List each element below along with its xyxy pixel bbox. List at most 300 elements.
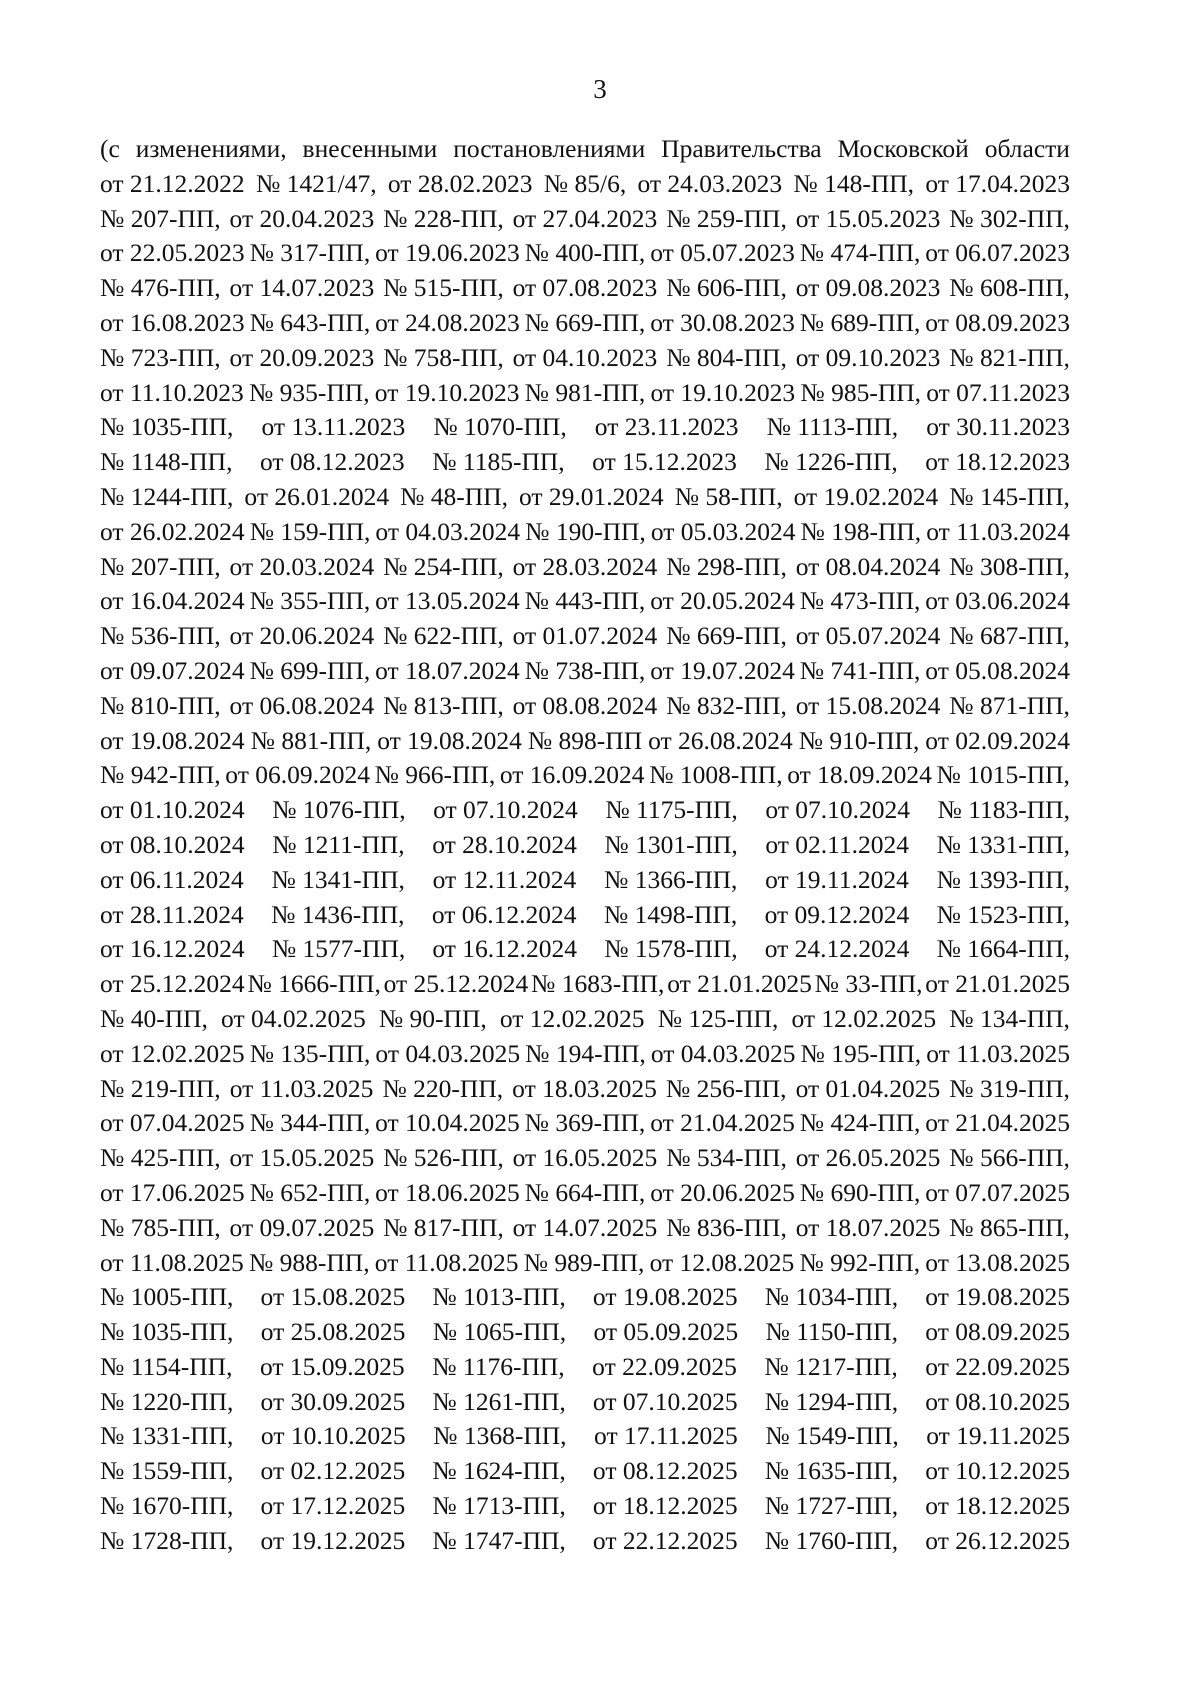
text-token: от 26.01.2024 (244, 481, 390, 511)
text-token: № 865-ПП, (949, 1212, 1070, 1242)
text-token: № 1331-ПП, (936, 829, 1070, 859)
text-line (100, 1002, 1070, 1037)
text-token: от 22.09.2025 (592, 1351, 737, 1381)
text-token: от 18.07.2025 (795, 1212, 941, 1242)
text-token: № 1760-ПП, (764, 1525, 899, 1555)
text-token: № 425-ПП, (100, 1143, 221, 1173)
text-token: области (984, 134, 1070, 163)
text-token: от 08.10.2025 (925, 1386, 1070, 1416)
text-token: № 198-ПП, (800, 516, 922, 546)
text-token: Правительства (661, 134, 822, 163)
text-token: от 07.07.2025 (925, 1177, 1070, 1207)
text-token: № 1727-ПП, (764, 1491, 899, 1521)
text-token: № 942-ПП, (100, 760, 221, 790)
text-token: № 536-ПП, (100, 621, 221, 651)
text-token: № 194-ПП, (525, 1038, 646, 1068)
text-token: от 12.02.2025 (791, 1003, 937, 1033)
text-token: от 27.04.2023 (512, 203, 658, 233)
text-token: № 1747-ПП, (432, 1525, 566, 1555)
text-token: от 19.08.2024 (100, 725, 245, 755)
text-token: от 11.03.2024 (926, 516, 1070, 546)
text-line (100, 341, 1070, 376)
text-line (100, 1419, 1070, 1454)
text-token: № 723-ПП, (100, 342, 221, 372)
text-token: от 19.08.2024 (377, 725, 522, 755)
text-token: от 20.06.2025 (650, 1177, 795, 1207)
text-token: от 11.03.2025 (926, 1038, 1070, 1068)
text-token: от 26.05.2025 (795, 1143, 941, 1173)
text-token: № 220-ПП, (382, 1073, 504, 1103)
text-token: № 699-ПП, (249, 655, 371, 685)
text-token: № 526-ПП, (383, 1143, 504, 1173)
text-token: от 20.09.2023 (229, 342, 375, 372)
text-token: № 690-ПП, (799, 1177, 921, 1207)
text-token: № 622-ПП, (383, 621, 504, 651)
text-token: от 04.03.2025 (650, 1038, 796, 1068)
text-token: от 08.10.2024 (100, 829, 245, 859)
text-line (100, 584, 1070, 619)
text-token: от 07.10.2024 (433, 795, 578, 825)
text-token: от 15.05.2025 (229, 1143, 375, 1173)
text-token: от 07.04.2025 (100, 1108, 245, 1138)
text-line (100, 828, 1070, 863)
text-token: № 90-ПП, (378, 1003, 487, 1033)
text-line (100, 724, 1070, 759)
text-line (100, 202, 1070, 237)
text-token: от 08.12.2025 (592, 1456, 738, 1486)
text-token: № 476-ПП, (100, 273, 221, 303)
text-token: от 30.08.2023 (650, 307, 795, 337)
text-token: от 22.09.2025 (925, 1351, 1070, 1381)
text-line (100, 550, 1070, 585)
text-line (100, 445, 1070, 480)
text-token: № 810-ПП, (100, 690, 221, 720)
text-token: от 18.12.2025 (925, 1491, 1070, 1521)
text-token: от 09.07.2024 (100, 655, 245, 685)
text-token: № 652-ПП, (249, 1177, 371, 1207)
text-token: № 821-ПП, (949, 342, 1070, 372)
text-token: от 05.09.2025 (593, 1317, 739, 1347)
text-token: № 135-ПП, (249, 1038, 371, 1068)
text-line (100, 619, 1070, 654)
text-token: от 11.03.2025 (229, 1073, 374, 1103)
text-line (100, 1489, 1070, 1524)
text-line (100, 480, 1070, 515)
amendments-text (100, 132, 1070, 1559)
text-token: № 515-ПП, (383, 273, 504, 303)
text-token: № 836-ПП, (666, 1212, 787, 1242)
text-line (100, 758, 1070, 793)
text-token: № 1577-ПП, (271, 934, 406, 964)
text-token: от 20.03.2024 (229, 551, 375, 581)
text-line (100, 1315, 1070, 1350)
text-token: № 669-ПП, (666, 621, 787, 651)
text-token: изменениями, (135, 134, 287, 163)
text-token: № 1008-ПП, (649, 760, 783, 790)
text-token: от 15.08.2024 (795, 690, 941, 720)
text-token: № 1366-ПП, (604, 864, 738, 894)
text-token: постановлениями (453, 134, 646, 163)
text-token: от 20.05.2024 (650, 586, 795, 616)
text-token: от 16.08.2023 (100, 307, 245, 337)
text-token: № 228-ПП, (383, 203, 504, 233)
text-token: от 19.07.2024 (650, 655, 795, 685)
text-token: от 19.08.2025 (925, 1282, 1070, 1312)
text-token: № 1666-ПП, (247, 969, 381, 999)
text-token: № 317-ПП, (249, 238, 371, 268)
text-token: № 689-ПП, (799, 307, 921, 337)
text-token: от 08.04.2024 (795, 551, 941, 581)
text-token: от 13.11.2023 (261, 412, 406, 442)
text-token: от 11.10.2023 (100, 377, 244, 407)
text-token: от 06.07.2023 (925, 238, 1070, 268)
text-token: (с (100, 134, 120, 163)
text-token: № 1664-ПП, (936, 934, 1070, 964)
text-token: от 05.07.2024 (795, 621, 941, 651)
text-token: № 40-ПП, (100, 1003, 208, 1033)
text-token: от 09.07.2025 (229, 1212, 375, 1242)
text-token: от 19.11.2024 (765, 864, 909, 894)
text-token: от 26.08.2024 (648, 725, 793, 755)
text-token: № 687-ПП, (949, 621, 1070, 651)
text-token: от 25.12.2024 (383, 969, 529, 999)
text-token: № 1220-ПП, (100, 1386, 234, 1416)
text-token: № 1150-ПП, (765, 1317, 898, 1347)
text-token: от 09.08.2023 (795, 273, 941, 303)
text-token: от 11.08.2025 (100, 1247, 244, 1277)
text-token: от 19.10.2023 (650, 377, 796, 407)
text-token: № 207-ПП, (100, 551, 221, 581)
text-token: № 1498-ПП, (603, 899, 738, 929)
text-token: № 207-ПП, (100, 203, 221, 233)
text-token: от 19.11.2025 (926, 1421, 1070, 1451)
text-token: от 22.05.2023 (100, 238, 245, 268)
text-token: от 21.04.2025 (650, 1108, 795, 1138)
text-token: № 1549-ПП, (765, 1421, 899, 1451)
text-token: № 989-ПП, (523, 1247, 645, 1277)
text-token: от 18.12.2023 (925, 447, 1070, 477)
text-token: № 1244-ПП, (100, 481, 234, 511)
text-line (100, 1280, 1070, 1315)
text-token: № 817-ПП, (383, 1212, 504, 1242)
text-line (100, 1176, 1070, 1211)
text-token: № 159-ПП, (249, 516, 371, 546)
text-token: от 17.06.2025 (100, 1177, 245, 1207)
text-token: от 08.12.2023 (259, 447, 405, 477)
text-token: № 881-ПП, (250, 725, 372, 755)
text-token: № 1013-ПП, (432, 1282, 566, 1312)
text-token: № 758-ПП, (383, 342, 504, 372)
text-token: № 1076-ПП, (272, 795, 406, 825)
text-token: от 16.04.2024 (100, 586, 245, 616)
text-line (100, 863, 1070, 898)
text-token: от 16.09.2024 (499, 760, 645, 790)
text-token: от 21.12.2022 (100, 168, 245, 198)
text-token: от 26.02.2024 (100, 516, 245, 546)
text-token: № 871-ПП, (949, 690, 1070, 720)
text-token: от 18.09.2024 (787, 760, 932, 790)
text-token: от 16.05.2025 (512, 1143, 658, 1173)
text-token: № 1183-ПП, (937, 795, 1070, 825)
text-token: от 07.10.2025 (592, 1386, 738, 1416)
text-token: от 26.12.2025 (925, 1525, 1070, 1555)
text-token: от 05.03.2024 (650, 516, 796, 546)
text-token: № 319-ПП, (949, 1073, 1070, 1103)
text-token: Московской (837, 134, 969, 163)
text-token: от 28.11.2024 (100, 899, 244, 929)
text-token: от 08.09.2025 (925, 1317, 1070, 1347)
text-token: от 18.07.2024 (375, 655, 520, 685)
text-token: от 04.03.2025 (375, 1038, 521, 1068)
text-token: от 01.04.2025 (795, 1073, 941, 1103)
text-token: № 474-ПП, (799, 238, 921, 268)
text-token: № 145-ПП, (949, 481, 1070, 511)
text-token: № 992-ПП, (799, 1247, 921, 1277)
text-token: № 302-ПП, (949, 203, 1070, 233)
text-line (100, 689, 1070, 724)
text-token: от 07.10.2024 (765, 795, 910, 825)
text-token: от 14.07.2025 (512, 1212, 658, 1242)
text-token: от 23.11.2023 (594, 412, 739, 442)
text-line (100, 410, 1070, 445)
text-token: от 11.08.2025 (374, 1247, 519, 1277)
text-line (100, 654, 1070, 689)
text-line (100, 376, 1070, 411)
text-token: от 29.01.2024 (519, 481, 664, 511)
text-token: № 148-ПП, (793, 168, 915, 198)
text-token: от 21.01.2025 (667, 969, 812, 999)
text-line (100, 967, 1070, 1002)
text-token: № 988-ПП, (248, 1247, 370, 1277)
text-token: № 473-ПП, (799, 586, 921, 616)
text-line (100, 236, 1070, 271)
text-token: № 48-ПП, (400, 481, 508, 511)
text-token: от 07.08.2023 (512, 273, 658, 303)
text-token: от 16.12.2024 (100, 934, 245, 964)
text-token: от 13.05.2024 (375, 586, 520, 616)
text-token: от 21.04.2025 (925, 1108, 1070, 1138)
text-token: № 804-ПП, (666, 342, 787, 372)
text-token: № 1015-ПП, (936, 760, 1070, 790)
text-token: № 355-ПП, (249, 586, 371, 616)
text-token: от 18.06.2025 (375, 1177, 520, 1207)
text-token: № 256-ПП, (665, 1073, 787, 1103)
text-line (100, 1454, 1070, 1489)
text-token: от 12.08.2025 (649, 1247, 795, 1277)
text-token: от 18.03.2025 (512, 1073, 657, 1103)
text-token: от 17.11.2025 (594, 1421, 738, 1451)
text-token: № 1148-ПП, (100, 447, 233, 477)
text-token: от 04.10.2023 (512, 342, 658, 372)
text-line (100, 1385, 1070, 1420)
text-token: № 785-ПП, (100, 1212, 221, 1242)
text-token: от 07.11.2023 (926, 377, 1070, 407)
text-token: от 19.06.2023 (375, 238, 520, 268)
text-token: № 1226-ПП, (764, 447, 898, 477)
text-token: № 1034-ПП, (764, 1282, 899, 1312)
text-token: № 910-ПП, (798, 725, 920, 755)
text-token: № 1341-ПП, (271, 864, 405, 894)
text-token: от 16.12.2024 (432, 934, 578, 964)
text-token: от 30.11.2023 (926, 412, 1070, 442)
text-line (100, 271, 1070, 306)
text-token: от 25.12.2024 (100, 969, 245, 999)
text-token: от 05.07.2023 (650, 238, 795, 268)
text-token: от 09.10.2023 (795, 342, 941, 372)
text-token: № 1559-ПП, (100, 1456, 234, 1486)
text-token: № 58-ПП, (674, 481, 783, 511)
text-token: от 02.12.2025 (260, 1456, 406, 1486)
text-token: от 28.03.2024 (512, 551, 658, 581)
text-line (100, 1072, 1070, 1107)
text-token: № 1217-ПП, (764, 1351, 898, 1381)
text-token: № 219-ПП, (100, 1073, 221, 1103)
text-token: № 1176-ПП, (432, 1351, 565, 1381)
text-token: от 15.05.2023 (795, 203, 941, 233)
text-token: от 10.04.2025 (375, 1108, 520, 1138)
text-token: № 1670-ПП, (100, 1491, 234, 1521)
text-token: внесенными (302, 134, 438, 163)
text-token: № 1578-ПП, (604, 934, 738, 964)
text-token: от 30.09.2025 (260, 1386, 406, 1416)
text-token: № 298-ПП, (666, 551, 787, 581)
text-token: № 1261-ПП, (432, 1386, 566, 1416)
text-token: № 33-ПП, (814, 969, 923, 999)
text-token: № 1436-ПП, (271, 899, 405, 929)
text-token: от 17.04.2023 (925, 168, 1070, 198)
text-token: № 443-ПП, (524, 586, 646, 616)
page-number: 3 (593, 74, 607, 104)
text-token: № 1368-ПП, (433, 1421, 567, 1451)
text-token: от 03.06.2024 (925, 586, 1070, 616)
text-line (100, 1524, 1070, 1559)
text-token: от 05.08.2024 (925, 655, 1070, 685)
text-token: № 308-ПП, (949, 551, 1070, 581)
text-token: от 06.11.2024 (100, 864, 244, 894)
text-token: от 17.12.2025 (260, 1491, 406, 1521)
text-token: № 85/6, (543, 168, 627, 198)
text-token: № 534-ПП, (666, 1143, 787, 1173)
text-token: № 1005-ПП, (100, 1282, 234, 1312)
text-line (100, 1211, 1070, 1246)
text-token: № 1154-ПП, (100, 1351, 233, 1381)
text-token: № 985-ПП, (800, 377, 922, 407)
text-token: от 01.10.2024 (100, 795, 245, 825)
text-token: от 18.12.2025 (592, 1491, 738, 1521)
text-token: № 1113-ПП, (766, 412, 899, 442)
text-token: № 898-ПП (527, 725, 643, 755)
text-token: от 24.03.2023 (637, 168, 783, 198)
text-token: от 15.08.2025 (260, 1282, 406, 1312)
text-token: от 10.12.2025 (925, 1456, 1070, 1486)
text-line (100, 1141, 1070, 1176)
text-line (100, 1246, 1070, 1281)
text-token: № 1635-ПП, (764, 1456, 899, 1486)
text-token: № 344-ПП, (249, 1108, 371, 1138)
text-token: № 1294-ПП, (764, 1386, 899, 1416)
text-token: № 190-ПП, (525, 516, 646, 546)
text-token: от 24.08.2023 (375, 307, 520, 337)
text-token: № 608-ПП, (949, 273, 1070, 303)
text-token: от 04.02.2025 (221, 1003, 366, 1033)
text-token: от 19.02.2024 (793, 481, 939, 511)
text-token: № 606-ПП, (666, 273, 787, 303)
text-token: № 1728-ПП, (100, 1525, 234, 1555)
text-token: от 19.12.2025 (260, 1525, 406, 1555)
text-token: от 14.07.2023 (229, 273, 375, 303)
text-token: № 259-ПП, (666, 203, 787, 233)
text-token: № 741-ПП, (799, 655, 921, 685)
text-token: от 15.09.2025 (259, 1351, 405, 1381)
text-token: от 06.09.2024 (225, 760, 370, 790)
text-token: № 1523-ПП, (936, 899, 1070, 929)
text-token: от 06.08.2024 (229, 690, 375, 720)
text-token: № 424-ПП, (799, 1108, 921, 1138)
text-token: № 1211-ПП, (272, 829, 405, 859)
text-token: № 195-ПП, (800, 1038, 922, 1068)
text-token: № 1331-ПП, (100, 1421, 234, 1451)
text-token: от 01.07.2024 (512, 621, 658, 651)
text-line (100, 898, 1070, 933)
text-token: № 664-ПП, (524, 1177, 646, 1207)
text-token: № 935-ПП, (248, 377, 370, 407)
text-token: № 1624-ПП, (432, 1456, 566, 1486)
text-token: № 134-ПП, (949, 1003, 1070, 1033)
text-line (100, 515, 1070, 550)
text-token: № 369-ПП, (524, 1108, 646, 1138)
text-token: от 06.12.2024 (431, 899, 577, 929)
text-token: от 21.01.2025 (925, 969, 1070, 999)
text-token: от 12.02.2025 (499, 1003, 645, 1033)
text-line (100, 793, 1070, 828)
text-token: от 28.02.2023 (387, 168, 533, 198)
text-token: от 12.02.2025 (100, 1038, 245, 1068)
text-token: № 1185-ПП, (432, 447, 565, 477)
text-token: от 02.11.2024 (765, 829, 910, 859)
text-token: от 12.11.2024 (432, 864, 577, 894)
text-token: № 400-ПП, (524, 238, 646, 268)
text-token: от 09.12.2024 (764, 899, 910, 929)
text-token: от 24.12.2024 (764, 934, 910, 964)
text-token: от 19.08.2025 (592, 1282, 738, 1312)
text-line (100, 306, 1070, 341)
text-line (100, 1350, 1070, 1385)
text-token: № 1393-ПП, (936, 864, 1070, 894)
text-token: № 966-ПП, (374, 760, 496, 790)
text-token: от 08.08.2024 (512, 690, 658, 720)
text-token: от 20.04.2023 (229, 203, 375, 233)
text-line (100, 1037, 1070, 1072)
text-token: № 738-ПП, (524, 655, 646, 685)
text-token: № 254-ПП, (383, 551, 504, 581)
text-token: № 1070-ПП, (433, 412, 567, 442)
text-token: № 1175-ПП, (605, 795, 738, 825)
text-line (100, 1106, 1070, 1141)
text-token: № 125-ПП, (657, 1003, 779, 1033)
text-token: от 28.10.2024 (432, 829, 577, 859)
text-token: № 643-ПП, (249, 307, 371, 337)
text-token: № 832-ПП, (666, 690, 787, 720)
text-token: № 813-ПП, (383, 690, 504, 720)
text-token: № 669-ПП, (524, 307, 646, 337)
text-token: от 19.10.2023 (374, 377, 520, 407)
text-token: от 10.10.2025 (260, 1421, 406, 1451)
text-token: от 02.09.2024 (925, 725, 1070, 755)
text-token: от 13.08.2025 (925, 1247, 1070, 1277)
text-token: от 20.06.2024 (229, 621, 375, 651)
text-token: от 22.12.2025 (592, 1525, 738, 1555)
text-token: № 1713-ПП, (432, 1491, 566, 1521)
